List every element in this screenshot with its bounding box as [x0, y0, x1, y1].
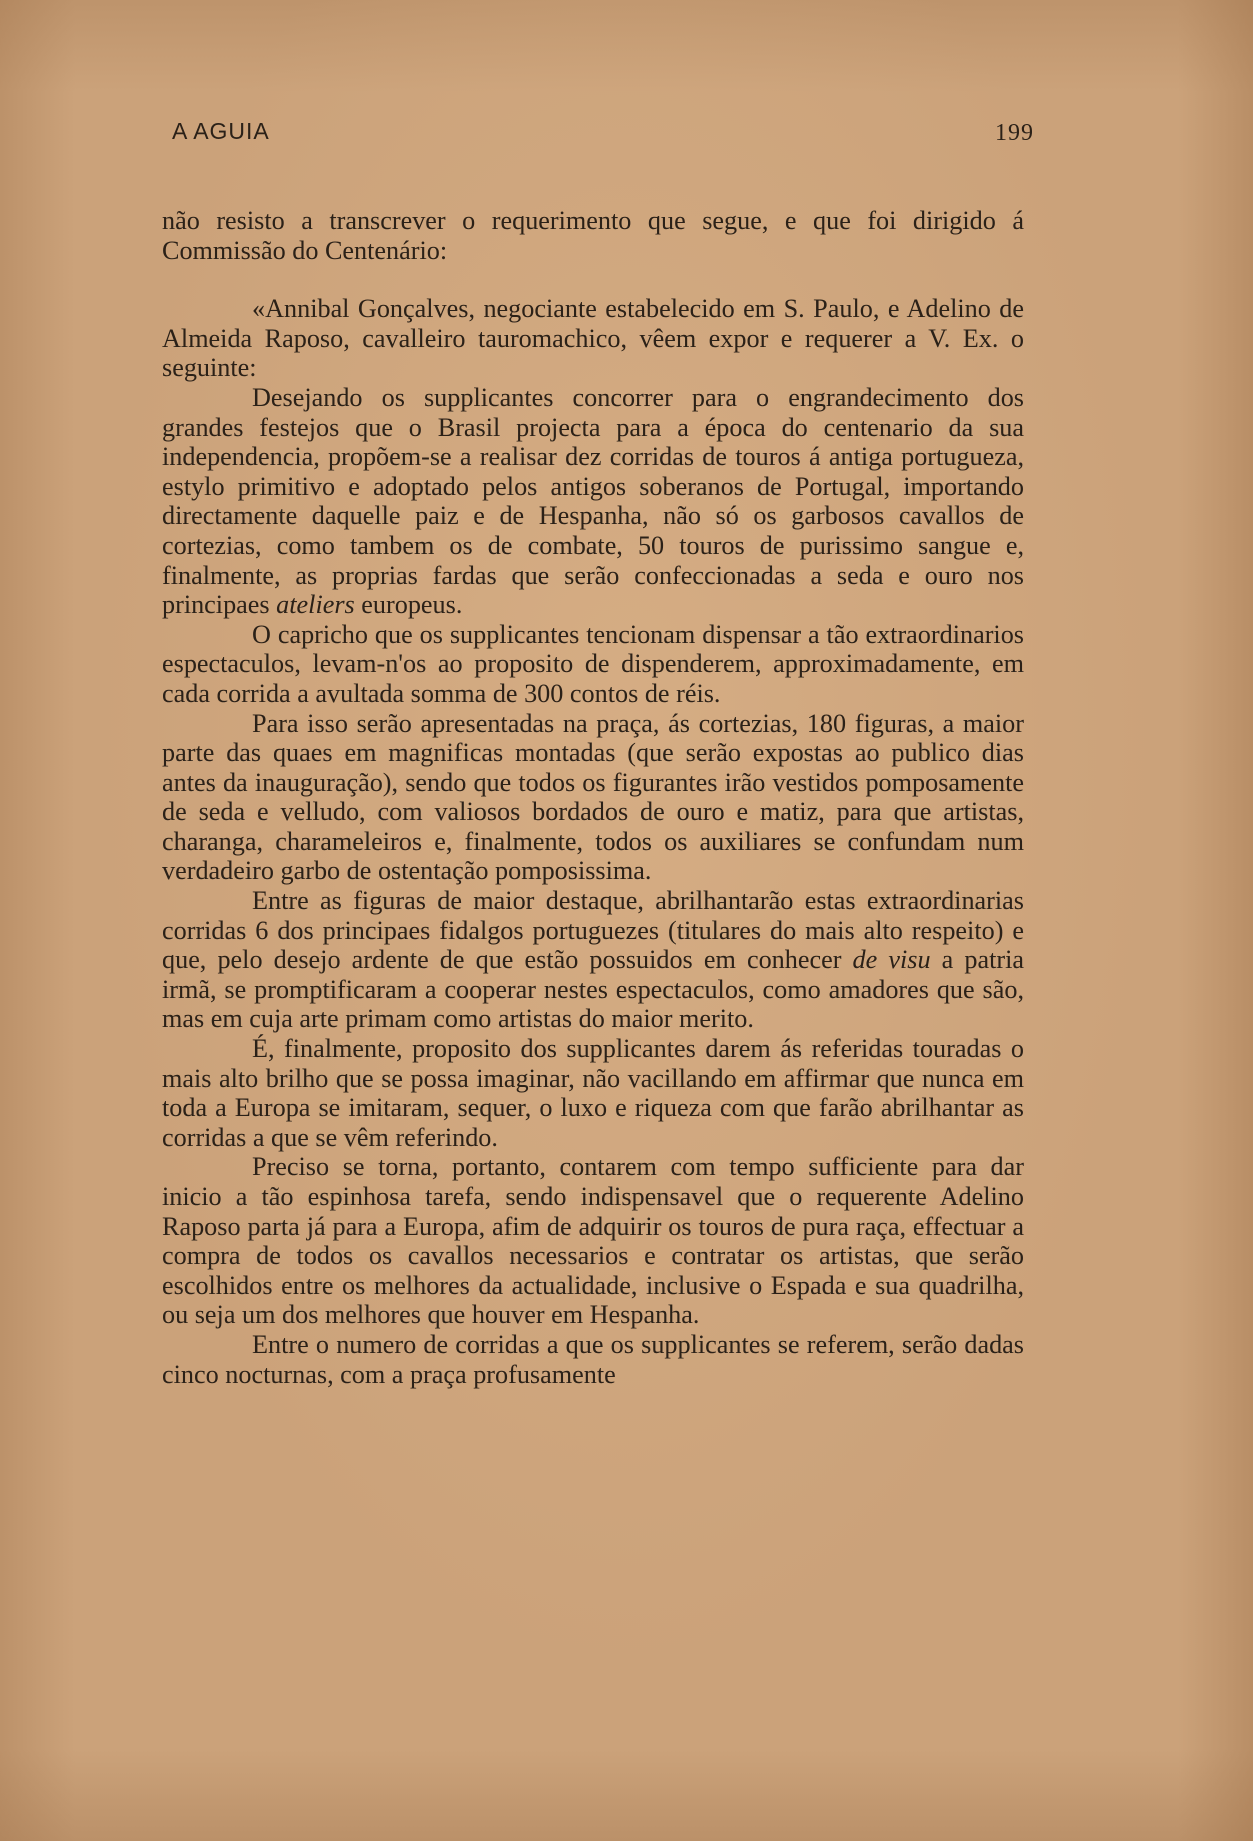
paragraph-nobles-text: Entre as figuras de maior destaque, abrilhantarão estas extraordinarias corridas 6 dos principaes fidalgos portuguezes (titulares do mais alto respeito) e que, pelo desejo ardente de que estão possuidos em conhecer	[162, 886, 1024, 975]
paragraph-petition-opening: «Annibal Gonçalves, negociante estabelecido em S. Paulo, e Adelino de Almeida Raposo, cavalleiro tauromachico, vêem expor e requerer a V. Ex. o seguinte:	[162, 294, 1024, 383]
paragraph-desire-end: europeus.	[361, 590, 463, 620]
italic-de-visu: de visu	[852, 945, 931, 975]
italic-ateliers: ateliers	[276, 590, 355, 620]
paragraph-figures: Para isso serão apresentadas na praça, ás cortezias, 180 figuras, a maior parte das quaes em magnificas montadas (que serão expostas ao publico dias antes da inauguração), sendo que todos os figurantes irão vestidos pomposamente de seda e velludo, com valiosos bordados de ouro e matiz, para que artistas, charanga, charameleiros e, finalmente, todos os auxiliares se confundam num verdadeiro garbo de ostentação pomposissima.	[162, 708, 1024, 886]
journal-title: A AGUIA	[172, 118, 270, 144]
paragraph-nocturnal: Entre o numero de corridas a que os supplicantes se referem, serão dadas cinco nocturnas, com a praça profusamente	[162, 1329, 1024, 1389]
paragraph-nobles-end: a patria irmã, se promptificaram a cooperar nestes espectaculos, como amadores que são, mas em cuja arte primam como artistas do maior merito.	[162, 945, 1025, 1034]
paragraph-nobles	[162, 886, 1024, 1034]
page-number: 199	[995, 120, 1034, 146]
paragraph-intro: não resisto a transcrever o requerimento que segue, e que foi dirigido á Commissão do Centenário:	[162, 206, 1024, 265]
paragraph-purpose: É, finalmente, proposito dos supplicantes darem ás referidas touradas o mais alto brilho que se possa imaginar, não vacillando em affirmar que nunca em toda a Europa se imitaram, sequer, o luxo e riqueza com que farão abrilhantar as corridas a que se vêm referindo.	[162, 1034, 1024, 1152]
paragraph-time: Preciso se torna, portanto, contarem com tempo sufficiente para dar inicio a tão espinhosa tarefa, sendo indispensavel que o requerente Adelino Raposo parta já para a Europa, afim de adquirir os touros de pura raça, effectuar a compra de todos os cavallos necessarios e contratar os artistas, que serão escolhidos entre os melhores da actualidade, inclusive o Espada e sua quadrilha, ou seja um dos melhores que houver em Hespanha.	[162, 1152, 1024, 1330]
paragraph-caprice: O capricho que os supplicantes tencionam dispensar a tão extraordinarios espectaculos, levam-n'os ao proposito de dispenderem, approximadamente, em cada corrida a avultada somma de 300 contos de réis.	[162, 619, 1024, 708]
running-header	[172, 118, 1034, 148]
paragraph-desire	[162, 383, 1024, 620]
paragraph-desire-text: Desejando os supplicantes concorrer para o engrandecimento dos grandes festejos que o Brasil projecta para a época do centenario da sua independencia, propõem-se a realisar dez corridas de touros á antiga portugueza, estylo primitivo e adoptado pelos antigos soberanos de Portugal, importando directamente daquelle paiz e de Hespanha, não só os garbosos cavallos de cortezias, como tambem os de combate, 50 touros de purissimo sangue e, finalmente, as proprias fardas que serão confeccionadas a seda e ouro nos principaes	[162, 382, 1024, 620]
body-text	[162, 206, 1024, 1389]
